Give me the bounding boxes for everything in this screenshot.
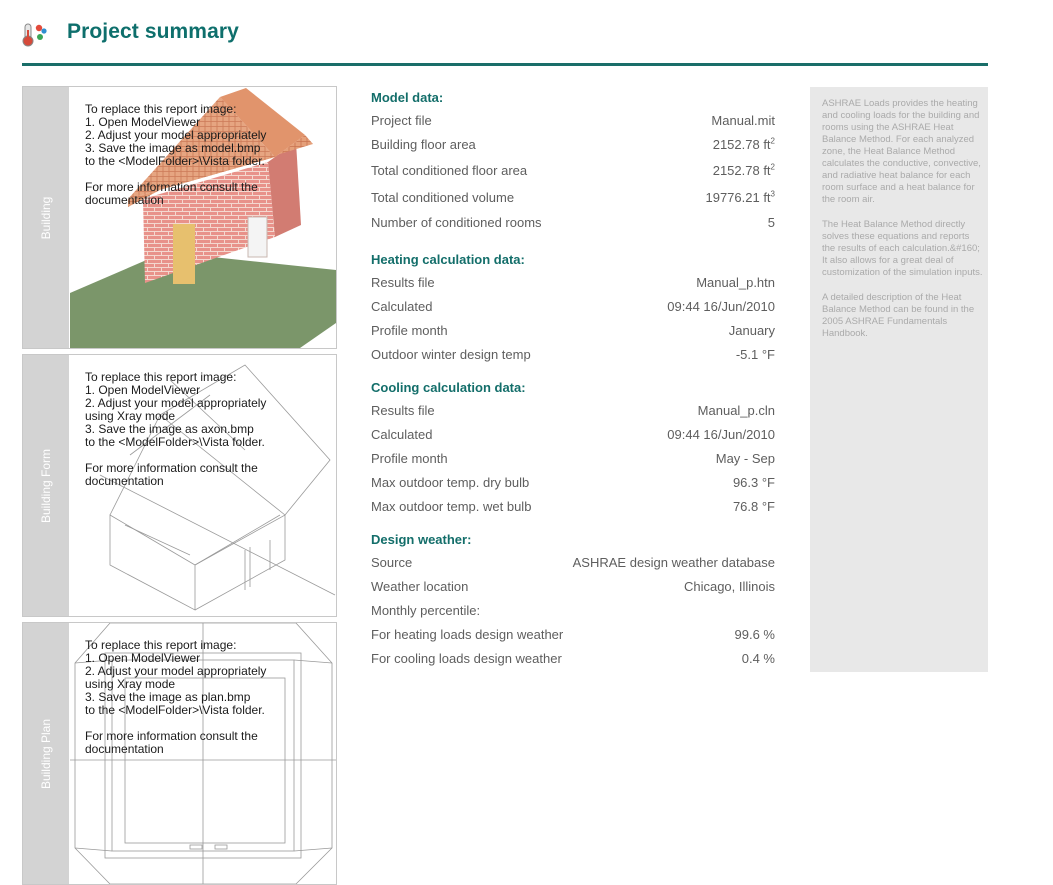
model-data-section [371, 89, 777, 235]
panel-tab: Building Form [23, 355, 69, 616]
data-row: Calculated 09:44 16/Jun/2010 [371, 427, 775, 442]
page-title: Project summary [67, 20, 239, 43]
section-heading: Heating calculation data: [371, 252, 525, 267]
image-replace-note: To replace this report image: 1. Open ModelViewer 2. Adjust your model appropriately using Xray mode 3. Save the image as axon.bmp to the <ModelFolder>\Vista folder. For more information consult the documentation [85, 370, 267, 488]
title-divider [22, 63, 988, 66]
heating-data-section [371, 251, 777, 367]
data-row: For cooling loads design weather 0.4 % [371, 651, 775, 666]
section-heading: Model data: [371, 90, 444, 105]
description-paragraph: ASHRAE Loads provides the heating and cooling loads for the building and rooms using the ASHRAE Heat Balance Method. For each analyzed zone, the Heat Balance Method calculates the conductive, convective, and radiative heat balance for each room surface and a heat balance for the room air. [822, 98, 981, 205]
data-row: Profile month May - Sep [371, 451, 775, 466]
data-row: Calculated 09:44 16/Jun/2010 [371, 299, 775, 314]
data-row: Max outdoor temp. wet bulb 76.8 °F [371, 499, 775, 514]
panel-tab: Building [23, 87, 69, 348]
thermometer-icon [22, 22, 48, 48]
data-row: Max outdoor temp. dry bulb 96.3 °F [371, 475, 775, 490]
data-row: Total conditioned volume 19776.21 $ft^3$ [371, 189, 775, 205]
description-sidebar [810, 87, 988, 672]
data-row: Profile month January [371, 323, 775, 338]
description-paragraph: The Heat Balance Method directly solves these equations and reports the results of each calculation.&#160; It also allows for a great deal of customization of the simulation inputs. [822, 219, 983, 278]
data-row: Building floor area 2152.78 $ft^2$ [371, 136, 775, 152]
data-row: Project file Manual.mit [371, 113, 775, 128]
building-form-image-panel [22, 354, 337, 617]
description-paragraph: A detailed description of the Heat Balance Method can be found in the 2005 ASHRAE Fundamentals Handbook. [822, 292, 975, 339]
cooling-data-section [371, 379, 777, 519]
image-replace-note: To replace this report image: 1. Open ModelViewer 2. Adjust your model appropriately 3. Save the image as model.bmp to the <ModelFolder>\Vista folder. For more information consult the documentation [85, 102, 267, 207]
image-replace-note: To replace this report image: 1. Open ModelViewer 2. Adjust your model appropriately using Xray mode 3. Save the image as plan.bmp to the <ModelFolder>\Vista folder. For more information consult the documentation [85, 638, 267, 756]
data-row: Results file Manual_p.htn [371, 275, 775, 290]
data-row: For heating loads design weather 99.6 % [371, 627, 775, 642]
data-row: Weather location Chicago, Illinois [371, 579, 775, 594]
design-weather-section [371, 531, 777, 671]
data-row: Monthly percentile: [371, 603, 481, 618]
data-row: Results file Manual_p.cln [371, 403, 775, 418]
panel-tab: Building Plan [23, 623, 69, 884]
data-row: Outdoor winter design temp -5.1 °F [371, 347, 775, 362]
section-heading: Design weather: [371, 532, 472, 547]
building-plan-image-panel [22, 622, 337, 885]
data-row: Number of conditioned rooms 5 [371, 215, 775, 230]
section-heading: Cooling calculation data: [371, 380, 526, 395]
building-image-panel [22, 86, 337, 349]
data-row: Total conditioned floor area 2152.78 $ft^2$ [371, 162, 775, 178]
data-row: Source ASHRAE design weather database [371, 555, 775, 570]
